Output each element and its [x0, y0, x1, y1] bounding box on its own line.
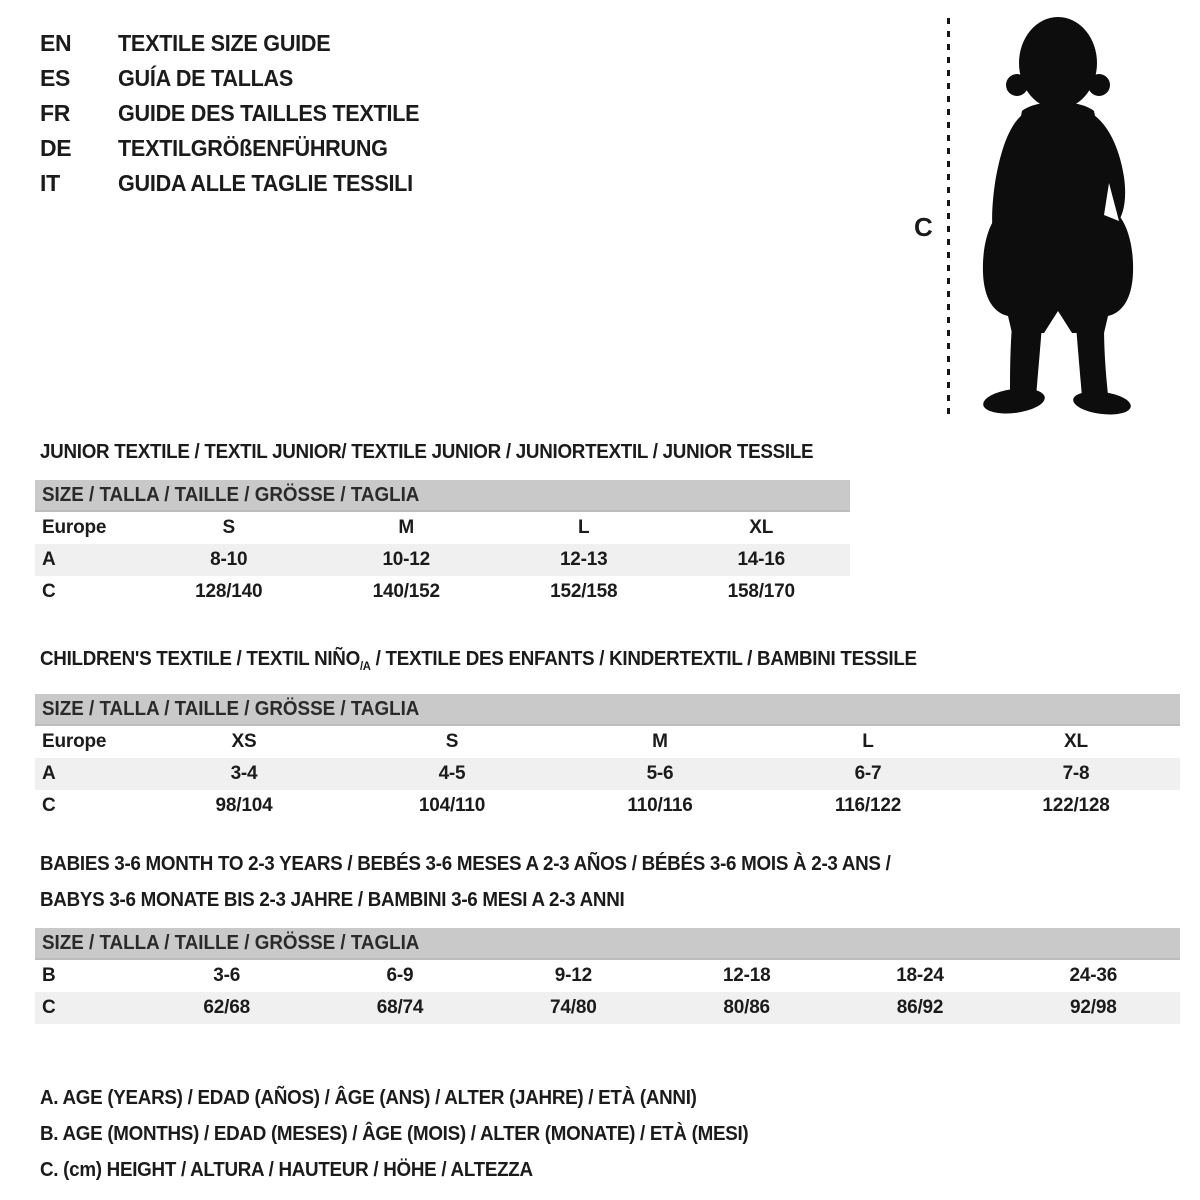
toddler-silhouette [958, 14, 1148, 421]
cell-value: 122/128 [1042, 795, 1110, 816]
section-title-text [40, 641, 917, 684]
cell-value: S [445, 731, 459, 752]
language-label: GUIDE DES TAILLES TEXTILE [118, 100, 420, 126]
row-label: A [42, 549, 56, 570]
cell-value: 5-6 [646, 763, 674, 784]
size-header-bar [35, 480, 850, 512]
row-label: Europe [42, 731, 107, 752]
section-title [40, 846, 1180, 918]
language-label: GUÍA DE TALLAS [118, 65, 294, 91]
row-label: A [42, 763, 56, 784]
cell-value: 6-9 [386, 965, 414, 986]
section-title-line [40, 641, 1180, 684]
cell-value: 62/68 [203, 997, 250, 1018]
language-list [40, 26, 439, 201]
section-title-line [40, 846, 1180, 882]
table-row [35, 726, 1180, 758]
table-row [35, 960, 1180, 992]
row-label: C [42, 581, 56, 602]
size-header-label: SIZE / TALLA / TAILLE / GRÖSSE / TAGLIA [42, 931, 420, 954]
cell-value: XL [1064, 731, 1088, 752]
cell-value: XS [231, 731, 257, 752]
section-title-text [40, 434, 813, 470]
cell-value: M [398, 517, 415, 538]
cell-value: 12-13 [559, 549, 608, 570]
language-row [40, 131, 439, 166]
language-label: TEXTILGRÖßENFÜHRUNG [118, 135, 388, 161]
cell-value: M [652, 731, 668, 752]
title-segment: CHILDREN'S TEXTILE / TEXTIL NIÑO [40, 648, 360, 670]
size-header-label: SIZE / TALLA / TAILLE / GRÖSSE / TAGLIA [42, 697, 420, 720]
cell-value: S [222, 517, 235, 538]
figure-height-label: C [914, 212, 933, 242]
cell-value: 12-18 [722, 965, 771, 986]
cell-value: 14-16 [737, 549, 786, 570]
size-header-bar [35, 694, 1180, 726]
table-row [35, 576, 850, 608]
cell-value: 3-4 [230, 763, 258, 784]
row-label: C [42, 795, 56, 816]
cell-value: 92/98 [1070, 997, 1117, 1018]
cell-value: L [862, 731, 874, 752]
cell-value: 128/140 [195, 581, 263, 602]
title-segment: / TEXTILE DES ENFANTS / KINDERTEXTIL / BAMBINI TESSILE [370, 648, 917, 670]
size-header-label: SIZE / TALLA / TAILLE / GRÖSSE / TAGLIA [42, 483, 420, 506]
language-code: ES [40, 65, 71, 91]
cell-value: 86/92 [896, 997, 944, 1018]
cell-value: 110/116 [627, 795, 693, 816]
title-segment: BABIES 3-6 MONTH TO 2-3 YEARS / BEBÉS 3-6 MESES A 2-3 AÑOS / BÉBÉS 3-6 MOIS À 2-3 ANS / [40, 853, 891, 875]
figure-area [900, 0, 1160, 440]
cell-value: 152/158 [550, 581, 618, 602]
title-segment: BABYS 3-6 MONATE BIS 2-3 JAHRE / BAMBINI 3-6 MESI A 2-3 ANNI [40, 889, 625, 911]
size-header-bar [35, 928, 1180, 960]
section-title [40, 434, 1180, 470]
language-row [40, 61, 439, 96]
language-code: EN [40, 30, 72, 56]
legend-text: B. AGE (MONTHS) / EDAD (MESES) / ÂGE (MOIS) / ALTER (MONATE) / ETÀ (MESI) [40, 1123, 749, 1145]
cell-value: 24-36 [1069, 965, 1118, 986]
cell-value: 68/74 [376, 997, 424, 1018]
cell-value: L [578, 517, 590, 538]
table-row [35, 790, 1180, 822]
cell-value: 158/170 [727, 581, 795, 602]
title-segment: /A [359, 659, 371, 673]
row-label: C [42, 997, 56, 1018]
toddler-silhouette-icon [958, 14, 1148, 416]
legend-text: C. (cm) HEIGHT / ALTURA / HAUTEUR / HÖHE / ALTEZZA [40, 1159, 533, 1181]
language-code: IT [40, 170, 60, 196]
row-label: Europe [42, 517, 107, 538]
section [35, 641, 1180, 822]
language-row [40, 96, 439, 131]
section-title-line [40, 882, 1180, 918]
height-dotted-line [947, 18, 950, 416]
language-label: GUIDA ALLE TAGLIE TESSILI [118, 170, 413, 196]
title-segment: JUNIOR TEXTILE / TEXTIL JUNIOR/ TEXTILE JUNIOR / JUNIORTEXTIL / JUNIOR TESSILE [40, 441, 814, 463]
cell-value: 98/104 [215, 795, 273, 816]
section-title-line [40, 434, 1180, 470]
table-row [35, 544, 850, 576]
language-row [40, 166, 439, 201]
language-row [40, 26, 439, 61]
legend-line [40, 1152, 794, 1188]
cell-value: 80/86 [723, 997, 770, 1018]
language-code: DE [40, 135, 72, 161]
row-label: B [42, 965, 56, 986]
cell-value: 7-8 [1062, 763, 1090, 784]
cell-value: 74/80 [550, 997, 597, 1018]
section-title [40, 641, 1180, 684]
section-title-text [40, 882, 624, 918]
cell-value: 18-24 [896, 965, 944, 986]
cell-value: 3-6 [213, 965, 241, 986]
cell-value: 104/110 [418, 795, 486, 816]
cell-value: XL [749, 517, 774, 538]
cell-value: 9-12 [554, 965, 592, 986]
table-row [35, 758, 1180, 790]
cell-value: 116/122 [834, 795, 902, 816]
language-label: TEXTILE SIZE GUIDE [118, 30, 331, 56]
cell-value: 4-5 [438, 763, 466, 784]
cell-value: 8-10 [210, 549, 248, 570]
table-row [35, 512, 850, 544]
language-code: FR [40, 100, 71, 126]
cell-value: 6-7 [854, 763, 882, 784]
legend [40, 1080, 794, 1188]
legend-line [40, 1080, 794, 1116]
legend-line [40, 1116, 794, 1152]
section [35, 846, 1180, 1024]
cell-value: 140/152 [372, 581, 440, 602]
cell-value: 10-12 [382, 549, 431, 570]
section-title-text [40, 846, 891, 882]
table-row [35, 992, 1180, 1024]
section [35, 434, 1180, 608]
legend-text: A. AGE (YEARS) / EDAD (AÑOS) / ÂGE (ANS) / ALTER (JAHRE) / ETÀ (ANNI) [40, 1087, 697, 1109]
